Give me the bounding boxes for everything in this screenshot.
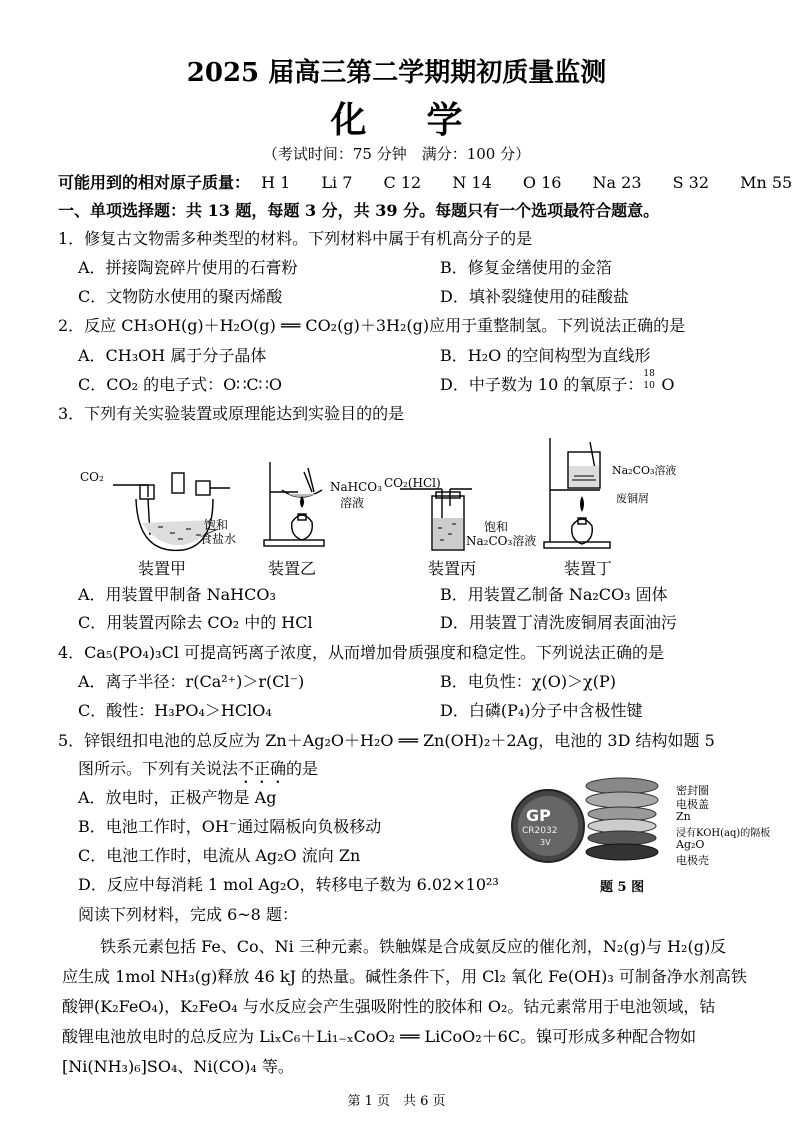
q1-stem: 1．修复古文物需多种类型的材料。下列材料中属于有机高分子的是 <box>58 229 533 248</box>
q2-option-a: A．CH₃OH 属于分子晶体 <box>78 346 267 365</box>
atomic-mass-item: Li 7 <box>321 173 353 192</box>
q4-option-b: B．电负性：χ(O)＞χ(P) <box>440 672 617 691</box>
q3-option-c: C．用装置丙除去 CO₂ 中的 HCl <box>78 613 313 632</box>
q3-option-a: A．用装置甲制备 NaHCO₃ <box>78 585 276 604</box>
coin-model: CR2032 <box>522 826 558 836</box>
q4-option-d: D．白磷(P₄)分子中含极性键 <box>440 701 643 720</box>
exploded-cell-figure <box>580 772 670 872</box>
apparatus-bing-label2: Na₂CO₃溶液 <box>466 534 537 548</box>
apparatus-yi-label2: 溶液 <box>340 496 365 510</box>
atomic-mass-item: O 16 <box>522 173 562 192</box>
nuclide-symbol: O <box>661 375 675 394</box>
subject-title: 化学 <box>330 99 523 141</box>
q2-option-c: C．CO₂ 的电子式：O∷C∷O <box>78 375 282 394</box>
q5-option-a: A．放电时，正极产物是 Ag <box>78 788 277 807</box>
q5-option-b: B．电池工作时，OH⁻通过隔板向负极移动 <box>78 817 382 836</box>
atomic-mass-item: Na 23 <box>592 173 642 192</box>
page-footer: 第 1 页 共 6 页 <box>347 1094 446 1109</box>
q1-option-d: D．填补裂缝使用的硅酸盐 <box>440 287 629 306</box>
atomic-masses-label: 可能用到的相对原子质量： <box>58 173 251 192</box>
q2-option-b: B．H₂O 的空间构型为直线形 <box>440 346 651 365</box>
q5-option-d: D．反应中每消耗 1 mol Ag₂O，转移电子数为 6.02×10²³ <box>78 875 499 894</box>
reading-intro: 阅读下列材料，完成 6~8 题： <box>78 905 298 924</box>
q5-stem-line2: 图所示。下列有关说法不正确的是 <box>78 759 319 778</box>
q4-option-c: C．酸性：H₃PO₄＞HClO₄ <box>78 701 272 720</box>
apparatus-yi-caption: 装置乙 <box>268 559 317 578</box>
q2-stem: 2．反应 CH₃OH(g)＋H₂O(g) ══ CO₂(g)＋3H₂(g)应用于重整制氢。下列说法正确的是 <box>58 316 686 335</box>
reading-line: [Ni(NH₃)₆]SO₄、Ni(CO)₄ 等。 <box>62 1057 294 1076</box>
q3-option-b: B．用装置乙制备 Na₂CO₃ 固体 <box>440 585 668 604</box>
apparatus-ding-label2: 废铜屑 <box>616 492 649 505</box>
layer-label: 浸有KOH(aq)的隔板 <box>676 828 771 839</box>
apparatus-jia-gas: CO₂ <box>80 470 104 484</box>
q3-stem: 3．下列有关实验装置或原理能达到实验目的的是 <box>58 404 405 423</box>
q1-option-a: A．拼接陶瓷碎片使用的石膏粉 <box>78 258 298 277</box>
coin-brand: GP <box>526 806 551 825</box>
q2-option-d-text: D．中子数为 10 的氧原子： <box>440 375 644 394</box>
q5-stem-line1: 5．锌银纽扣电池的总反应为 Zn＋Ag₂O＋H₂O ══ Zn(OH)₂＋2Ag，电池的 3D 结构如题 5 <box>58 731 715 750</box>
q5-option-c: C．电池工作时，电流从 Ag₂O 流向 Zn <box>78 846 361 865</box>
layer-label: 电极盖 <box>676 798 709 811</box>
reading-line: 应生成 1mol NH₃(g)释放 46 kJ 的热量。碱性条件下，用 Cl₂ 氧化 Fe(OH)₃ 可制备净水剂高铁 <box>62 967 747 986</box>
atomic-mass-item: S 32 <box>672 173 709 192</box>
atomic-masses <box>58 170 792 193</box>
exam-info: （考试时间：75 分钟 满分：100 分） <box>262 145 531 163</box>
apparatus-ding-label1: Na₂CO₃溶液 <box>612 464 677 477</box>
nuclide-notation: 18 10 <box>643 369 655 391</box>
apparatus-bing-gas: CO₂(HCl) <box>384 476 441 490</box>
q3-option-d: D．用装置丁清洗废铜屑表面油污 <box>440 613 677 632</box>
layer-label: 电极壳 <box>676 854 709 867</box>
figure-caption: 题 5 图 <box>600 880 645 895</box>
atomic-mass-item: Mn 55 <box>740 173 793 192</box>
layer-label: 密封圈 <box>676 784 709 797</box>
exam-title: 2025 届高三第二学期期初质量监测 <box>186 58 607 88</box>
emphasis-not: 不正确 <box>238 759 287 778</box>
apparatus-yi-diagram <box>262 452 352 552</box>
apparatus-bing-caption: 装置丙 <box>428 559 477 578</box>
reading-line: 酸钾(K₂FeO₄)，K₂FeO₄ 与水反应会产生强吸附性的胶体和 O₂。钴元素常用于电池领域，钴 <box>62 997 716 1016</box>
reading-line: 铁系元素包括 Fe、Co、Ni 三种元素。铁触媒是合成氨反应的催化剂，N₂(g)与 H₂(g)反 <box>100 937 727 956</box>
apparatus-bing-label1: 饱和 <box>484 520 509 534</box>
q4-option-a: A．离子半径：r(Ca²⁺)＞r(Cl⁻) <box>78 672 305 691</box>
apparatus-jia-label2: 食盐水 <box>200 532 237 546</box>
coin-voltage: 3V <box>540 838 551 847</box>
apparatus-ding-caption: 装置丁 <box>564 559 613 578</box>
q2-option-d <box>440 369 675 395</box>
atomic-mass-item: C 12 <box>383 173 422 192</box>
apparatus-yi-label1: NaHCO₃ <box>330 480 382 494</box>
q4-stem: 4．Ca₅(PO₄)₃Cl 可提高钙离子浓度，从而增加骨质强度和稳定性。下列说法正确的是 <box>58 643 665 662</box>
atomic-mass-item: H 1 <box>261 173 291 192</box>
atomic-mass-item: N 14 <box>452 173 492 192</box>
section-heading: 一、单项选择题：共 13 题，每题 3 分，共 39 分。每题只有一个选项最符合题意。 <box>58 201 660 220</box>
reading-line: 酸锂电池放电时的总反应为 LiₓC₆＋Li₁₋ₓCoO₂ ══ LiCoO₂＋6C。镍可形成多种配合物如 <box>62 1027 697 1046</box>
layer-label: Zn <box>676 810 691 823</box>
q1-option-c: C．文物防水使用的聚丙烯酸 <box>78 287 283 306</box>
q1-option-b: B．修复金缮使用的金箔 <box>440 258 612 277</box>
apparatus-jia-label1: 饱和 <box>204 518 229 532</box>
layer-label: Ag₂O <box>676 838 705 851</box>
apparatus-jia-caption: 装置甲 <box>138 559 187 578</box>
